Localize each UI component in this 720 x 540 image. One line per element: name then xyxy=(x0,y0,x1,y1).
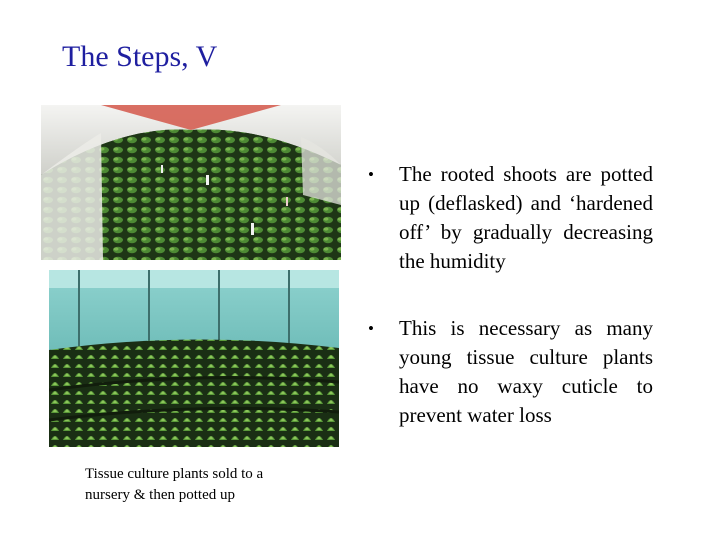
bullet-text: This is necessary as many young tissue culture plants have no waxy cuticle to prevent water loss xyxy=(399,316,653,427)
bullet-icon: • xyxy=(368,319,374,338)
greenhouse-image xyxy=(41,105,341,260)
bullet-icon: • xyxy=(368,165,374,184)
slide-title: The Steps, V xyxy=(62,40,218,73)
bullet-text: The rooted shoots are potted up (deflasked) and ‘hardened off’ by gradually decreasing the humidity xyxy=(399,162,653,273)
shadehouse-photo xyxy=(49,270,339,447)
shadehouse-image xyxy=(49,270,339,447)
bullet-list xyxy=(368,160,653,430)
photo-caption: Tissue culture plants sold to a nursery & then potted up xyxy=(85,466,264,503)
bullet-item-hardening xyxy=(368,160,653,276)
bullet-item-cuticle xyxy=(368,314,653,430)
greenhouse-photo xyxy=(41,105,341,260)
